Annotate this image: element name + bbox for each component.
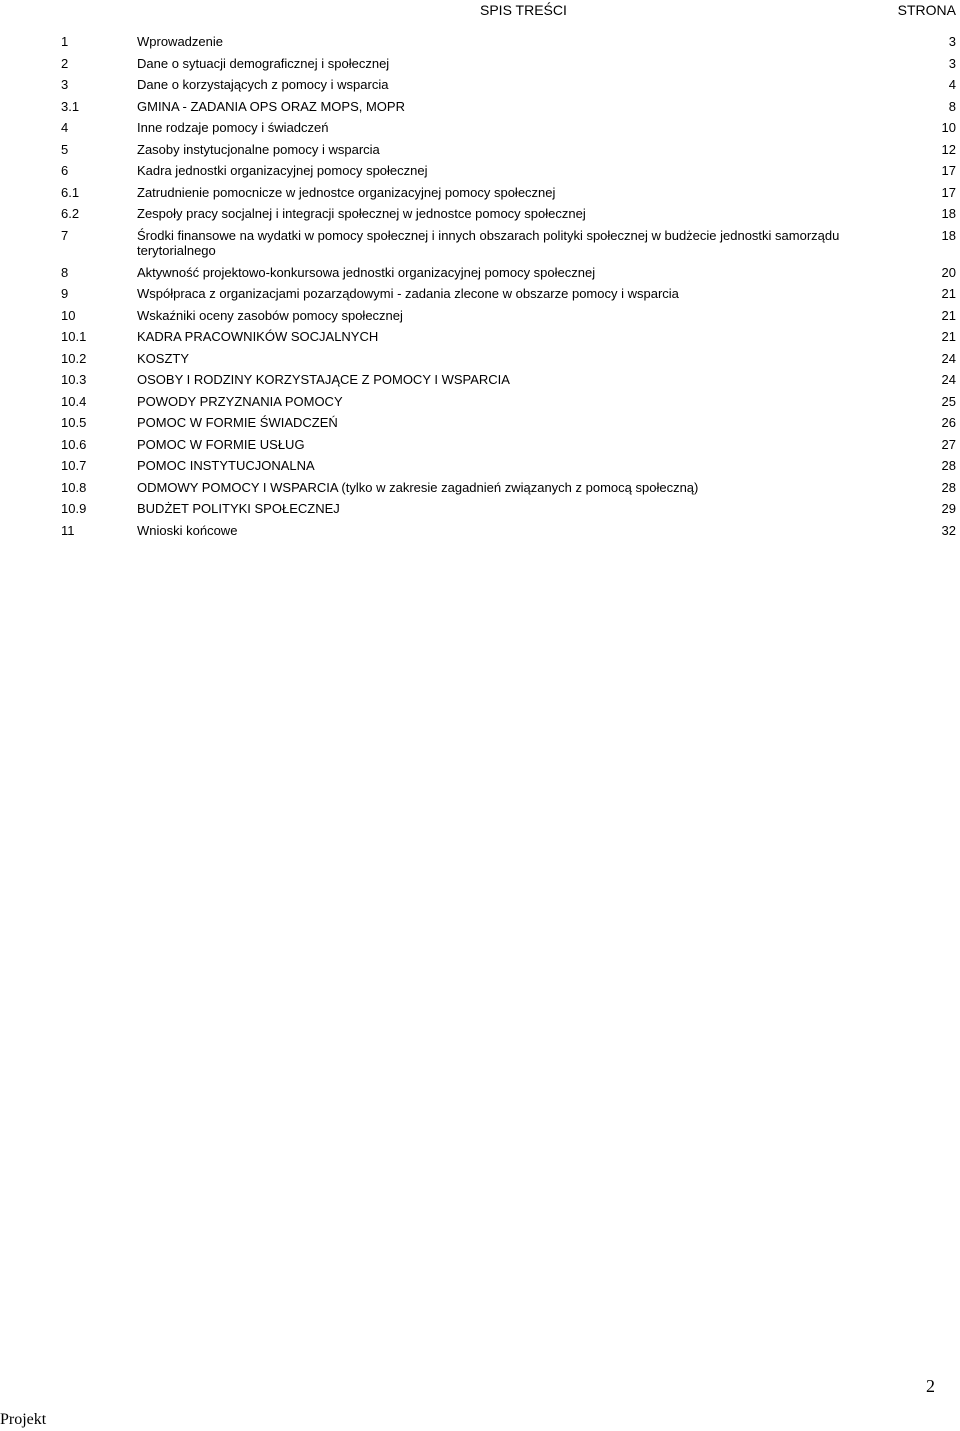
toc-entry[interactable]	[0, 182, 960, 204]
toc-entry-title: Zatrudnienie pomocnicze w jednostce organizacyjnej pomocy społecznej	[137, 184, 556, 200]
toc-entry[interactable]	[0, 477, 960, 499]
toc-entry-number: 10	[61, 307, 76, 323]
toc-entry-page: 12	[941, 141, 956, 157]
toc-entry-page: 29	[941, 501, 956, 516]
toc-entry-title: Współpraca z organizacjami pozarządowymi - zadania zlecone w obszarze pomocy i wsparcia	[137, 286, 679, 301]
toc-entry-page: 17	[941, 163, 956, 178]
toc-entry[interactable]	[0, 203, 960, 225]
toc-entry-title: POMOC W FORMIE USŁUG	[137, 436, 305, 452]
toc-entry[interactable]	[0, 96, 960, 118]
toc-entry-page: 27	[941, 436, 956, 452]
page-column-heading: STRONA	[897, 2, 956, 18]
toc-entry-number: 10.8	[61, 479, 87, 495]
toc-entry-page: 18	[941, 206, 956, 221]
toc-entry-page: 4	[948, 77, 956, 92]
toc-entry-page: 28	[941, 479, 956, 495]
toc-entry-title: BUDŻET POLITYKI SPOŁECZNEJ	[137, 501, 340, 516]
toc-entry-page: 32	[941, 522, 956, 538]
toc-entry[interactable]	[0, 391, 960, 413]
toc-entry[interactable]	[0, 348, 960, 370]
toc-entry-number: 10.9	[61, 501, 87, 516]
toc-entry[interactable]	[0, 305, 960, 327]
toc-entry-number: 5	[61, 141, 69, 157]
toc-entry[interactable]	[0, 225, 960, 262]
toc-entry-page: 18	[941, 227, 956, 243]
toc-entry-title: POMOC INSTYTUCJONALNA	[137, 458, 315, 473]
toc-entry-page: 3	[948, 55, 956, 71]
toc-heading: SPIS TREŚCI	[480, 2, 567, 18]
toc-entry-number: 6.2	[61, 206, 80, 221]
toc-entry-title: Wskaźniki oceny zasobów pomocy społecznej	[137, 307, 403, 323]
toc-entry-number: 10.5	[61, 415, 87, 430]
toc-entry-page: 28	[941, 458, 956, 473]
toc-entry-number: 6.1	[61, 184, 80, 200]
toc-entry-title: Środki finansowe na wydatki w pomocy społecznej i innych obszarach polityki społecznej w budżecie jednostki samorządu terytorialnego	[137, 227, 840, 258]
toc-entry-page: 20	[941, 264, 956, 280]
toc-entry-number: 7	[61, 227, 69, 243]
toc-entry[interactable]	[0, 498, 960, 520]
toc-entry-title: KOSZTY	[137, 350, 190, 366]
toc-entry[interactable]	[0, 160, 960, 182]
toc-entry-page: 10	[941, 120, 956, 135]
toc-entry-title: Zespoły pracy socjalnej i integracji społecznej w jednostce pomocy społecznej	[137, 206, 586, 221]
toc-entry-page: 25	[941, 393, 956, 409]
toc-entry-page: 17	[941, 184, 956, 200]
toc-entry-title: KADRA PRACOWNIKÓW SOCJALNYCH	[137, 329, 379, 344]
toc-entry-number: 10.2	[61, 350, 87, 366]
toc-entry[interactable]	[0, 74, 960, 96]
toc-entry[interactable]	[0, 139, 960, 161]
toc-entry-title: Aktywność projektowo-konkursowa jednostki organizacyjnej pomocy społecznej	[137, 264, 596, 280]
toc-entry-number: 10.1	[61, 329, 87, 344]
toc-entry-title: POMOC W FORMIE ŚWIADCZEŃ	[137, 415, 338, 430]
toc-entry-title: Wnioski końcowe	[137, 522, 238, 538]
table-of-contents	[0, 31, 960, 541]
toc-entry-number: 8	[61, 264, 69, 280]
toc-entry-title: ODMOWY POMOCY I WSPARCIA (tylko w zakresie zagadnień związanych z pomocą społeczną)	[137, 479, 699, 495]
toc-entry[interactable]	[0, 117, 960, 139]
toc-entry-page: 3	[948, 34, 956, 49]
toc-entry-title: Kadra jednostki organizacyjnej pomocy społecznej	[137, 163, 428, 178]
toc-entry-number: 10.3	[61, 372, 87, 387]
toc-entry-number: 3	[61, 77, 69, 92]
toc-entry[interactable]	[0, 455, 960, 477]
toc-entry-title: Dane o sytuacji demograficznej i społecznej	[137, 55, 390, 71]
toc-entry[interactable]	[0, 369, 960, 391]
toc-entry-number: 1	[61, 34, 69, 49]
toc-entry-number: 2	[61, 55, 69, 71]
page-number: 2	[926, 1376, 935, 1396]
toc-entry[interactable]	[0, 283, 960, 305]
toc-entry[interactable]	[0, 53, 960, 75]
toc-entry[interactable]	[0, 31, 960, 53]
toc-entry-number: 10.7	[61, 458, 87, 473]
toc-entry[interactable]	[0, 412, 960, 434]
footer-label: Projekt	[0, 1411, 47, 1428]
toc-entry-number: 6	[61, 163, 69, 178]
toc-entry-number: 4	[61, 120, 69, 135]
toc-entry-page: 21	[941, 286, 956, 301]
toc-entry[interactable]	[0, 520, 960, 542]
toc-entry-title: OSOBY I RODZINY KORZYSTAJĄCE Z POMOCY I WSPARCIA	[137, 372, 510, 387]
toc-entry-page: 21	[941, 307, 956, 323]
toc-entry-page: 24	[941, 372, 956, 387]
toc-entry[interactable]	[0, 434, 960, 456]
toc-entry-number: 10.4	[61, 393, 87, 409]
toc-entry-number: 3.1	[61, 98, 80, 114]
toc-entry-number: 9	[61, 286, 69, 301]
toc-entry[interactable]	[0, 262, 960, 284]
toc-entry-page: 24	[941, 350, 956, 366]
toc-entry-title: POWODY PRZYZNANIA POMOCY	[137, 393, 343, 409]
toc-entry-page: 8	[948, 98, 956, 114]
toc-entry-title: Zasoby instytucjonalne pomocy i wsparcia	[137, 141, 380, 157]
toc-entry[interactable]	[0, 326, 960, 348]
toc-entry-title: GMINA - ZADANIA OPS ORAZ MOPS, MOPR	[137, 98, 405, 114]
toc-entry-number: 10.6	[61, 436, 87, 452]
toc-entry-title: Wprowadzenie	[137, 34, 223, 49]
toc-entry-title: Dane o korzystających z pomocy i wsparcia	[137, 77, 389, 92]
toc-entry-number: 11	[61, 522, 75, 538]
toc-entry-page: 21	[941, 329, 956, 344]
toc-entry-page: 26	[941, 415, 956, 430]
toc-entry-title: Inne rodzaje pomocy i świadczeń	[137, 120, 329, 135]
